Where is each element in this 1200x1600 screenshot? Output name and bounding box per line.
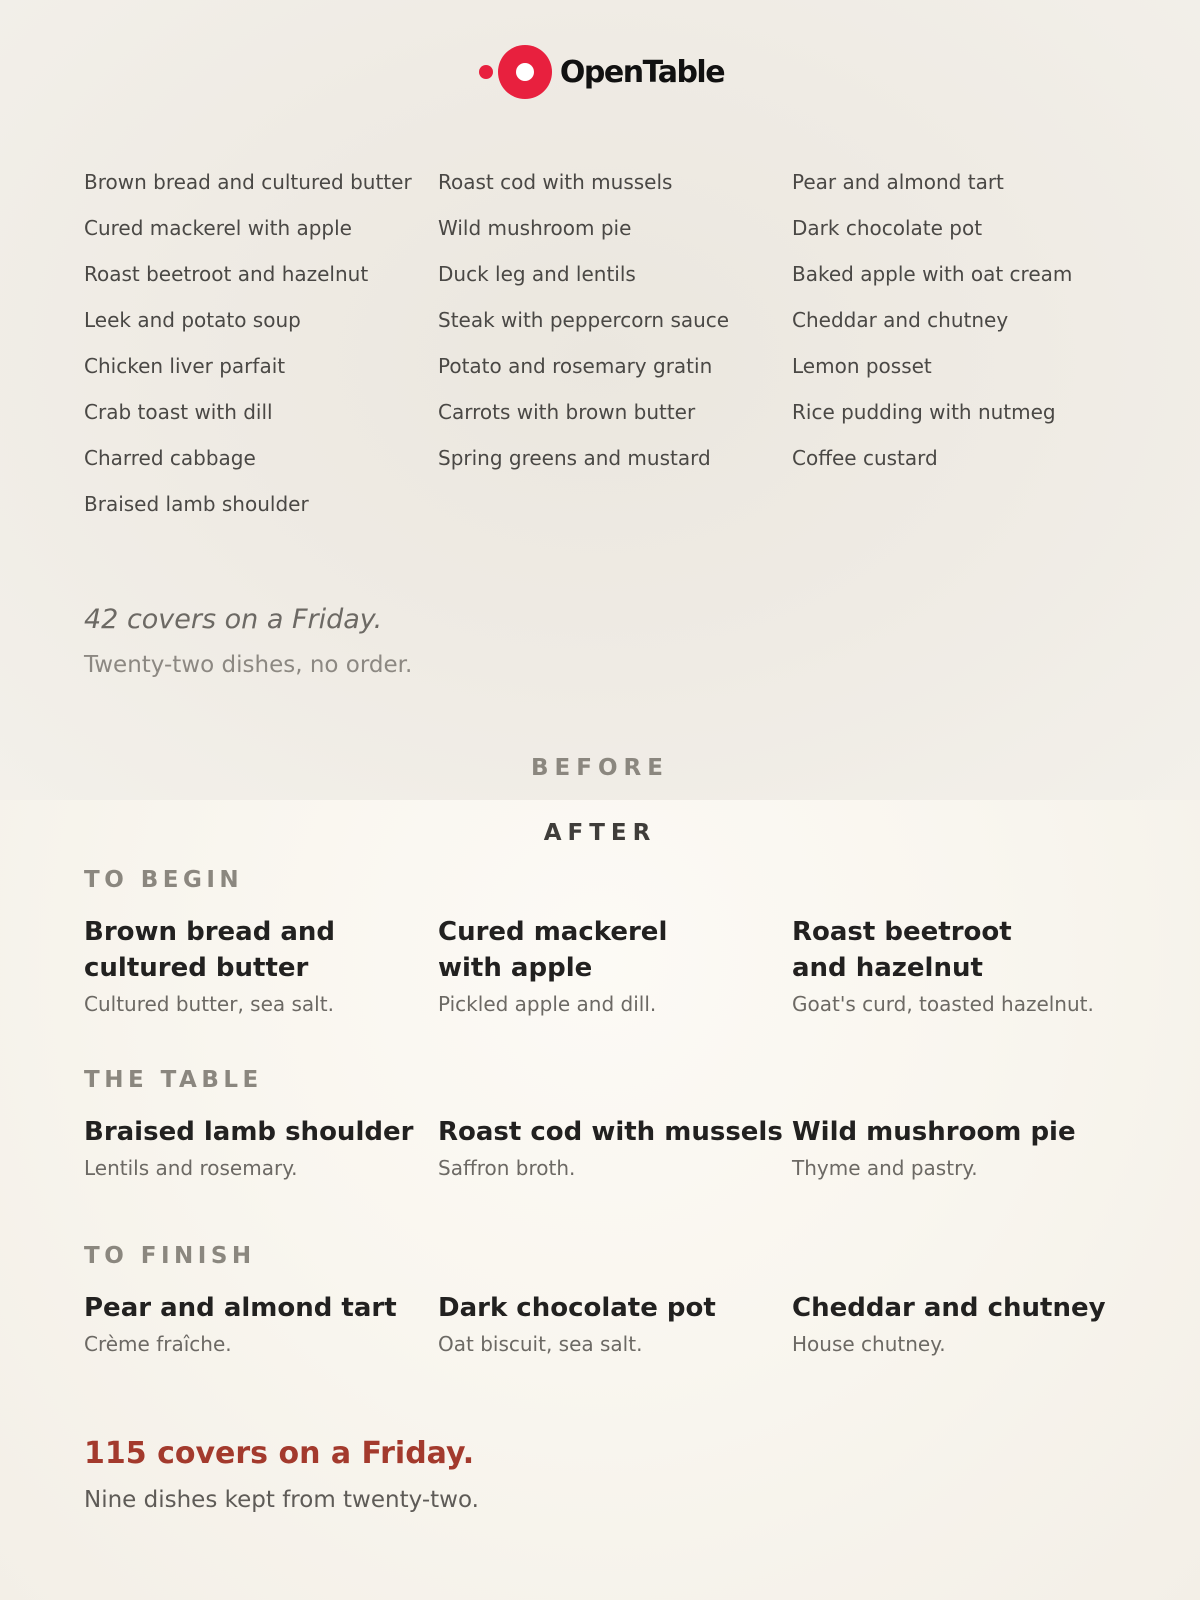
dish-card (84, 914, 438, 1016)
list-item: Roast cod with mussels (438, 170, 673, 194)
before-column-2 (438, 168, 792, 536)
list-item: Charred cabbage (84, 446, 256, 470)
list-item: Duck leg and lentils (438, 262, 636, 286)
before-column-1 (84, 168, 438, 536)
before-column-3 (792, 168, 1134, 536)
list-item: Brown bread and cultured butter (84, 170, 412, 194)
list-item: Chicken liver parfait (84, 354, 286, 378)
opentable-logo (0, 44, 1200, 100)
dish-description: Crème fraîche. (84, 1332, 232, 1356)
dish-description: Thyme and pastry. (792, 1156, 978, 1180)
dish-name: Cheddar and chutney (792, 1293, 1106, 1323)
list-item: Carrots with brown butter (438, 400, 696, 424)
dish-card (84, 1114, 438, 1180)
dish-card (438, 1290, 792, 1356)
dish-card (84, 1290, 438, 1356)
list-item: Lemon posset (792, 354, 932, 378)
dish-row-to-finish (84, 1290, 1134, 1356)
list-item: Rice pudding with nutmeg (792, 400, 1056, 424)
list-item: Roast beetroot and hazelnut (84, 262, 369, 286)
dish-name: Brown bread and cultured butter (84, 917, 336, 983)
before-label: BEFORE (531, 755, 669, 781)
dish-name: Braised lamb shoulder (84, 1117, 414, 1147)
before-covers-heading: 42 covers on a Friday. (84, 604, 383, 635)
before-subheading: Twenty-two dishes, no order. (84, 652, 413, 678)
dish-row-to-begin (84, 914, 1134, 1016)
opentable-logo-icon (476, 44, 554, 100)
list-item: Coffee custard (792, 446, 938, 470)
dish-name: Cured mackerel with apple (438, 917, 668, 983)
dish-card (438, 1114, 792, 1180)
list-item: Spring greens and mustard (438, 446, 711, 470)
list-item: Cured mackerel with apple (84, 216, 352, 240)
list-item: Dark chocolate pot (792, 216, 983, 240)
list-item: Leek and potato soup (84, 308, 301, 332)
after-subheading: Nine dishes kept from twenty-two. (84, 1487, 479, 1513)
dish-description: Goat's curd, toasted hazelnut. (792, 992, 1094, 1016)
section-title-the-table: THE TABLE (84, 1067, 263, 1093)
dish-name: Wild mushroom pie (792, 1117, 1076, 1147)
dish-description: Pickled apple and dill. (438, 992, 657, 1016)
dish-row-the-table (84, 1114, 1134, 1180)
list-item: Cheddar and chutney (792, 308, 1009, 332)
after-covers-heading: 115 covers on a Friday. (84, 1436, 475, 1471)
after-label: AFTER (543, 820, 657, 846)
dish-name: Roast cod with mussels (438, 1117, 783, 1147)
dish-name: Roast beetroot and hazelnut (792, 917, 1012, 983)
dish-card (792, 1290, 1134, 1356)
dish-card (792, 1114, 1134, 1180)
dish-name: Pear and almond tart (84, 1293, 397, 1323)
dish-card (438, 914, 792, 1016)
dish-description: Cultured butter, sea salt. (84, 992, 334, 1016)
list-item: Braised lamb shoulder (84, 492, 309, 516)
dish-description: Oat biscuit, sea salt. (438, 1332, 643, 1356)
before-dish-list (84, 168, 1134, 536)
dish-description: Saffron broth. (438, 1156, 576, 1180)
section-title-to-begin: TO BEGIN (84, 867, 244, 893)
dish-name: Dark chocolate pot (438, 1293, 716, 1323)
section-title-to-finish: TO FINISH (84, 1243, 256, 1269)
list-item: Baked apple with oat cream (792, 262, 1073, 286)
dish-card (792, 914, 1134, 1016)
list-item: Steak with peppercorn sauce (438, 308, 730, 332)
brand-name: OpenTable (559, 54, 725, 90)
list-item: Crab toast with dill (84, 400, 273, 424)
list-item: Potato and rosemary gratin (438, 354, 713, 378)
list-item: Pear and almond tart (792, 170, 1004, 194)
dish-description: House chutney. (792, 1332, 946, 1356)
dish-description: Lentils and rosemary. (84, 1156, 298, 1180)
list-item: Wild mushroom pie (438, 216, 632, 240)
